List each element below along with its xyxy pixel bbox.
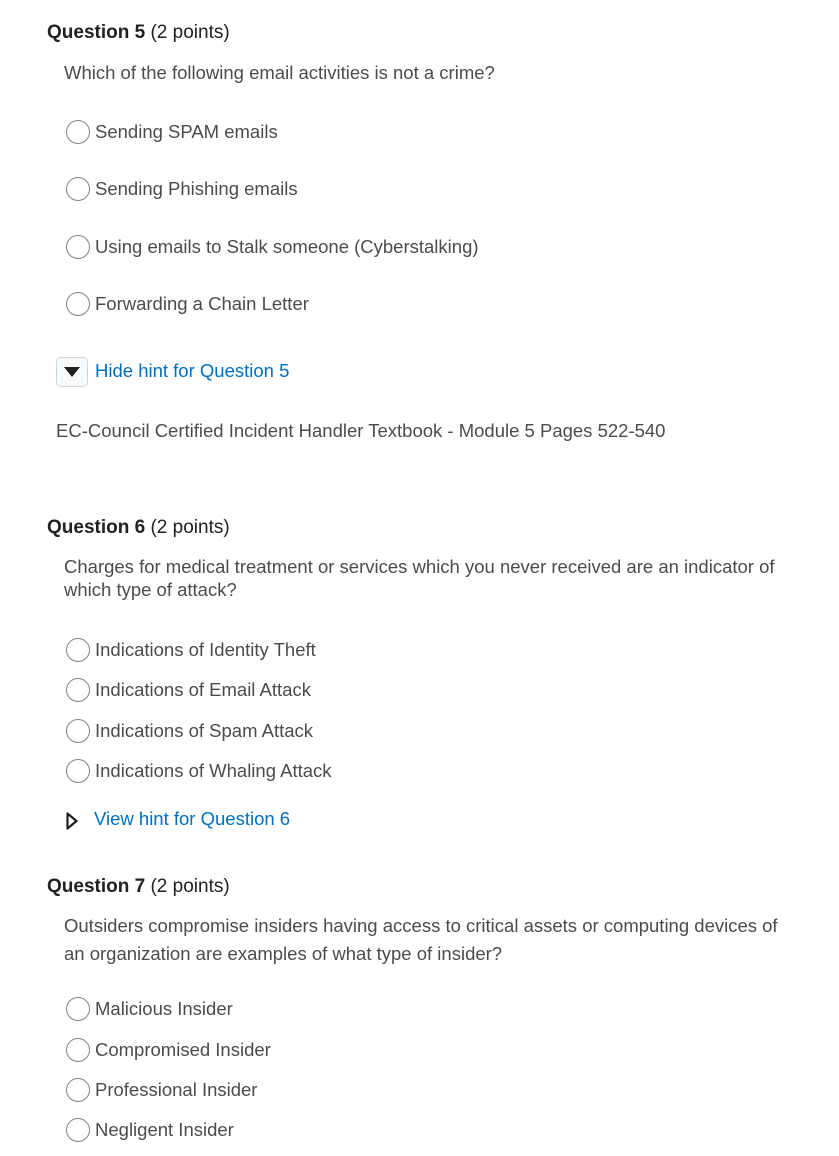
- option-label: Sending SPAM emails: [95, 121, 278, 142]
- hint-toggle-button[interactable]: [66, 811, 80, 831]
- option-malicious-insider[interactable]: [66, 996, 233, 1022]
- hide-hint-link[interactable]: Hide hint for Question 5: [95, 360, 290, 381]
- option-label: Professional Insider: [95, 1079, 258, 1100]
- option-email-attack[interactable]: [66, 677, 311, 703]
- radio-button[interactable]: [66, 177, 90, 201]
- question-label: Question 5: [47, 22, 146, 43]
- question-6-title: [47, 517, 230, 539]
- radio-button[interactable]: [66, 120, 90, 144]
- question-label: Question 6: [47, 517, 146, 538]
- option-identity-theft[interactable]: [66, 637, 316, 663]
- radio-button[interactable]: [66, 1078, 90, 1102]
- radio-button[interactable]: [66, 235, 90, 259]
- question-6-text: Charges for medical treatment or services which you never received are an indicator of which type of attack?: [64, 556, 775, 600]
- option-sending-spam[interactable]: [66, 119, 278, 145]
- question-5-text: Which of the following email activities is not a crime?: [64, 62, 495, 83]
- question-points: (2 points): [150, 22, 230, 43]
- option-label: Malicious Insider: [95, 998, 233, 1019]
- radio-button[interactable]: [66, 759, 90, 783]
- radio-button[interactable]: [66, 997, 90, 1021]
- hint-toggle-button[interactable]: [56, 357, 88, 387]
- option-cyberstalking[interactable]: [66, 234, 479, 260]
- option-label: Compromised Insider: [95, 1039, 271, 1060]
- question-5-title: [47, 22, 230, 44]
- option-label: Indications of Email Attack: [95, 679, 311, 700]
- question-points: (2 points): [150, 517, 230, 538]
- option-label: Forwarding a Chain Letter: [95, 293, 309, 314]
- option-chain-letter[interactable]: [66, 291, 309, 317]
- radio-button[interactable]: [66, 678, 90, 702]
- option-whaling-attack[interactable]: [66, 758, 332, 784]
- radio-button[interactable]: [66, 638, 90, 662]
- option-compromised-insider[interactable]: [66, 1037, 271, 1063]
- option-negligent-insider[interactable]: [66, 1117, 234, 1143]
- option-label: Indications of Whaling Attack: [95, 760, 332, 781]
- question-label: Question 7: [47, 876, 146, 897]
- caret-right-icon: [66, 812, 78, 830]
- question-points: (2 points): [150, 876, 230, 897]
- radio-button[interactable]: [66, 292, 90, 316]
- question-7-text: Outsiders compromise insiders having access to critical assets or computing devices of an organization are examples of what type of insider?: [64, 915, 778, 964]
- radio-button[interactable]: [66, 1118, 90, 1142]
- radio-button[interactable]: [66, 1038, 90, 1062]
- option-label: Sending Phishing emails: [95, 178, 298, 199]
- radio-button[interactable]: [66, 719, 90, 743]
- option-label: Using emails to Stalk someone (Cyberstalking): [95, 236, 479, 257]
- option-professional-insider[interactable]: [66, 1077, 257, 1103]
- option-spam-attack[interactable]: [66, 718, 313, 744]
- question-7-title: [47, 876, 230, 898]
- hint-text: EC-Council Certified Incident Handler Textbook - Module 5 Pages 522-540: [56, 420, 666, 441]
- caret-down-icon: [64, 367, 80, 377]
- option-label: Negligent Insider: [95, 1119, 234, 1140]
- option-label: Indications of Identity Theft: [95, 639, 316, 660]
- view-hint-link[interactable]: View hint for Question 6: [94, 808, 291, 829]
- option-label: Indications of Spam Attack: [95, 720, 314, 741]
- option-sending-phishing[interactable]: [66, 176, 298, 202]
